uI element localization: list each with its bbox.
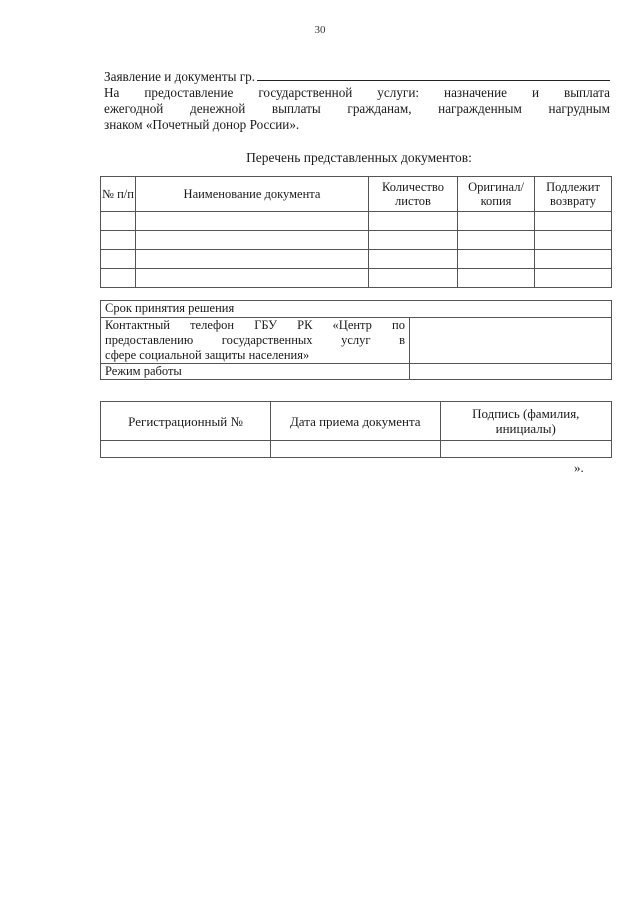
work-hours-value[interactable] (410, 364, 612, 380)
work-hours-label: Режим работы (101, 364, 410, 380)
cell-sheets[interactable] (369, 269, 458, 288)
cell-original-copy[interactable] (458, 250, 535, 269)
documents-list-title: Перечень представленных документов: (246, 150, 472, 165)
contact-line-1: Контактный телефон ГБУ РК «Центр по (105, 318, 405, 332)
table-row (101, 212, 612, 231)
cell-return[interactable] (535, 250, 612, 269)
decision-term-row (101, 301, 612, 318)
reg-number-header: Регистрационный № (101, 402, 271, 441)
col-doc-name-header: Наименование документа (136, 177, 369, 212)
documents-table-header (101, 177, 612, 212)
decision-term-label: Срок принятия решения (101, 301, 612, 318)
table-row (101, 250, 612, 269)
reg-signature-header: Подпись (фамилия, инициалы) (440, 402, 612, 441)
work-hours-row (101, 364, 612, 380)
documents-table (100, 176, 612, 288)
contact-phone-label (101, 318, 410, 364)
intro-line-3: ежегодной денежной выплаты гражданам, награжденным нагрудным (104, 101, 610, 116)
col-original-copy-header: Оригинал/ копия (458, 177, 535, 212)
cell-doc-name[interactable] (136, 212, 369, 231)
cell-sheets[interactable] (369, 212, 458, 231)
col-sheets-header: Количество листов (369, 177, 458, 212)
applicant-line (104, 68, 610, 85)
cell-original-copy[interactable] (458, 269, 535, 288)
cell-original-copy[interactable] (458, 212, 535, 231)
cell-return[interactable] (535, 231, 612, 250)
reg-number-cell[interactable] (101, 441, 271, 458)
applicant-label: Заявление и документы гр. (104, 69, 256, 84)
registration-header-row (101, 402, 612, 441)
intro-line-2: На предоставление государственной услуги: назначение и выплата (104, 85, 610, 100)
reg-date-header: Дата приема документа (271, 402, 440, 441)
contact-line-3: сфере социальной защиты населения» (105, 348, 310, 362)
cell-sheets[interactable] (369, 250, 458, 269)
table-row (101, 269, 612, 288)
cell-number[interactable] (101, 231, 136, 250)
cell-doc-name[interactable] (136, 250, 369, 269)
cell-number[interactable] (101, 250, 136, 269)
contact-line-2: предоставлению государственных услуг в (105, 333, 405, 347)
cell-original-copy[interactable] (458, 231, 535, 250)
cell-return[interactable] (535, 269, 612, 288)
applicant-name-field[interactable] (257, 68, 610, 81)
table-row (101, 231, 612, 250)
page-number: 30 (314, 24, 326, 36)
col-number-header: № п/п (101, 177, 136, 212)
service-info-table (100, 300, 612, 380)
reg-date-cell[interactable] (271, 441, 440, 458)
cell-doc-name[interactable] (136, 269, 369, 288)
cell-number[interactable] (101, 269, 136, 288)
col-return-header: Подлежит возврату (535, 177, 612, 212)
contact-phone-row (101, 318, 612, 364)
registration-table (100, 401, 612, 458)
cell-return[interactable] (535, 212, 612, 231)
cell-sheets[interactable] (369, 231, 458, 250)
intro-line-4: знаком «Почетный донор России». (104, 117, 300, 132)
cell-number[interactable] (101, 212, 136, 231)
contact-phone-value[interactable] (410, 318, 612, 364)
table-row (101, 441, 612, 458)
closing-quote: ». (574, 460, 584, 475)
application-intro (104, 68, 610, 133)
cell-doc-name[interactable] (136, 231, 369, 250)
reg-signature-cell[interactable] (440, 441, 612, 458)
